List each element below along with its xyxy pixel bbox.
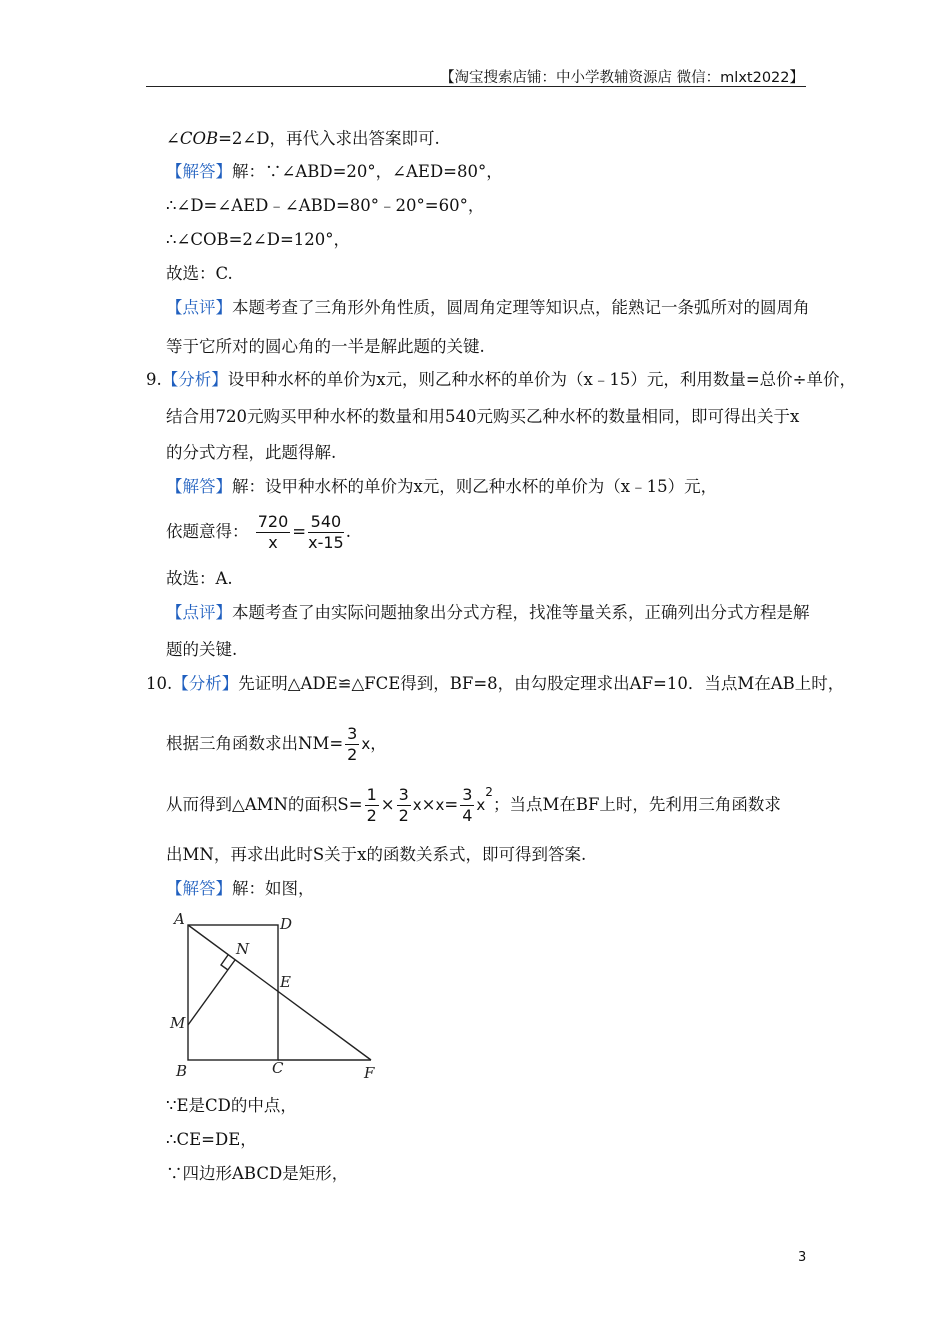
angle-cob-prefix: ∠COB: [166, 129, 219, 148]
header-divider: [146, 86, 806, 87]
fraction-540-x-15: $\frac{540}{x-15}$: [308, 512, 344, 552]
p8-sol-b: ∴∠D=∠AED﹣∠ABD=80°﹣20°=60°，: [166, 196, 485, 215]
p8-comment-line: [166, 297, 810, 319]
analysis-tag: 【分析】: [161, 370, 228, 389]
p10-nm-prefix: 根据三角函数求出NM=: [166, 734, 344, 753]
p8-comment-a: 本题考查了三角形外角性质，圆周角定理等知识点，能熟记一条弧所对的圆周角: [232, 298, 810, 317]
p9-eq-prefix: 依题意得：: [166, 522, 249, 541]
p9-analysis-a: 设甲种水杯的单价为x元，则乙种水杯的单价为（x﹣15）元，利用数量=总价÷单价，: [227, 370, 857, 389]
p8-choice: 故选：C.: [166, 264, 233, 283]
p8-sol-a: 解：∵∠ABD=20°，∠AED=80°，: [232, 162, 503, 181]
right-angle-mark: [221, 955, 228, 970]
geometry-figure: [166, 908, 386, 1083]
rectangle-abcd: [188, 925, 278, 1060]
p9-comment-line: [166, 602, 810, 624]
p10-analysis-a: 先证明△ADE≌△FCE得到，BF=8，由勾股定理求出AF=10．当点M在AB上时，: [238, 674, 845, 693]
p10-reason-c: ∵四边形ABCD是矩形，: [166, 1164, 349, 1183]
p10-answer-line: [166, 878, 315, 900]
label-f: F: [364, 1064, 375, 1082]
p9-answer-line: [166, 476, 717, 498]
p10-area-suffix: ；当点M在BF上时，先利用三角函数求: [492, 795, 781, 814]
p9-analysis-line: [146, 369, 856, 391]
p10-analysis-c: 出MN，再求出此时S关于x的函数关系式，即可得到答案.: [166, 845, 587, 864]
page-header: 【淘宝搜索店铺：中小学教辅资源店 微信：mlxt2022】: [440, 70, 804, 86]
p9-analysis-c: 的分式方程，此题得解.: [166, 443, 337, 462]
p9-choice: 故选：A.: [166, 569, 233, 588]
equals-sign: =: [292, 522, 307, 541]
p8-analysis-tail: [166, 128, 440, 150]
p8-comment-b: 等于它所对的圆心角的一半是解此题的关键.: [166, 337, 485, 356]
line-af: [188, 925, 371, 1060]
label-b: B: [176, 1062, 188, 1080]
analysis-tag: 【分析】: [172, 674, 239, 693]
comment-tag: 【点评】: [166, 298, 232, 317]
p9-comment-b: 题的关键.: [166, 640, 238, 659]
comment-tag: 【点评】: [166, 603, 232, 622]
answer-tag: 【解答】: [166, 879, 232, 898]
fraction-3-2: $\frac{3}{2}$: [347, 724, 358, 764]
answer-tag: 【解答】: [166, 477, 232, 496]
label-n: N: [236, 940, 250, 958]
p10-analysis-line: [146, 673, 844, 695]
p9-equation: 依题意得： $\frac{720}{x}$ = $\frac{540}{x-15}$ .: [166, 512, 351, 552]
p10-answer-a: 解：如图，: [232, 879, 315, 898]
label-e: E: [280, 973, 291, 991]
p9-answer-a: 解：设甲种水杯的单价为x元，则乙种水杯的单价为（x﹣15）元，: [232, 477, 718, 496]
fraction-720-x: $\frac{720}{x}$: [257, 512, 289, 552]
p10-reason-a: ∵E是CD的中点，: [166, 1096, 297, 1115]
p9-number: 9.: [146, 370, 162, 389]
p8-answer-line: [166, 161, 503, 183]
p9-analysis-b: 结合用720元购买甲种水杯的数量和用540元购买乙种水杯的数量相同，即可得出关于x: [166, 407, 800, 426]
p10-reason-b: ∴CE=DE，: [166, 1130, 257, 1149]
p10-area-prefix: 从而得到△AMN的面积S=: [166, 795, 363, 814]
answer-tag: 【解答】: [166, 162, 232, 181]
label-d: D: [280, 915, 293, 933]
p10-nm-line: 根据三角函数求出NM= $\frac{3}{2}$ x，: [166, 724, 387, 764]
label-a: A: [174, 910, 185, 928]
page-number: 3: [798, 1250, 807, 1265]
p8-line1: =2∠D，再代入求出答案即可.: [218, 129, 440, 148]
label-c: C: [272, 1059, 284, 1077]
p10-area-line: 从而得到△AMN的面积S= $\frac{1}{2}$ × $\frac{3}{2}$ x×x= $\frac{3}{4}$ $x^2$；当点M在BF上时，先利用三角函数求: [166, 785, 781, 825]
label-m: M: [170, 1014, 186, 1032]
p9-comment-a: 本题考查了由实际问题抽象出分式方程，找准等量关系，正确列出分式方程是解: [232, 603, 810, 622]
p8-sol-c: ∴∠COB=2∠D=120°，: [166, 230, 351, 249]
p10-number: 10.: [146, 674, 173, 693]
